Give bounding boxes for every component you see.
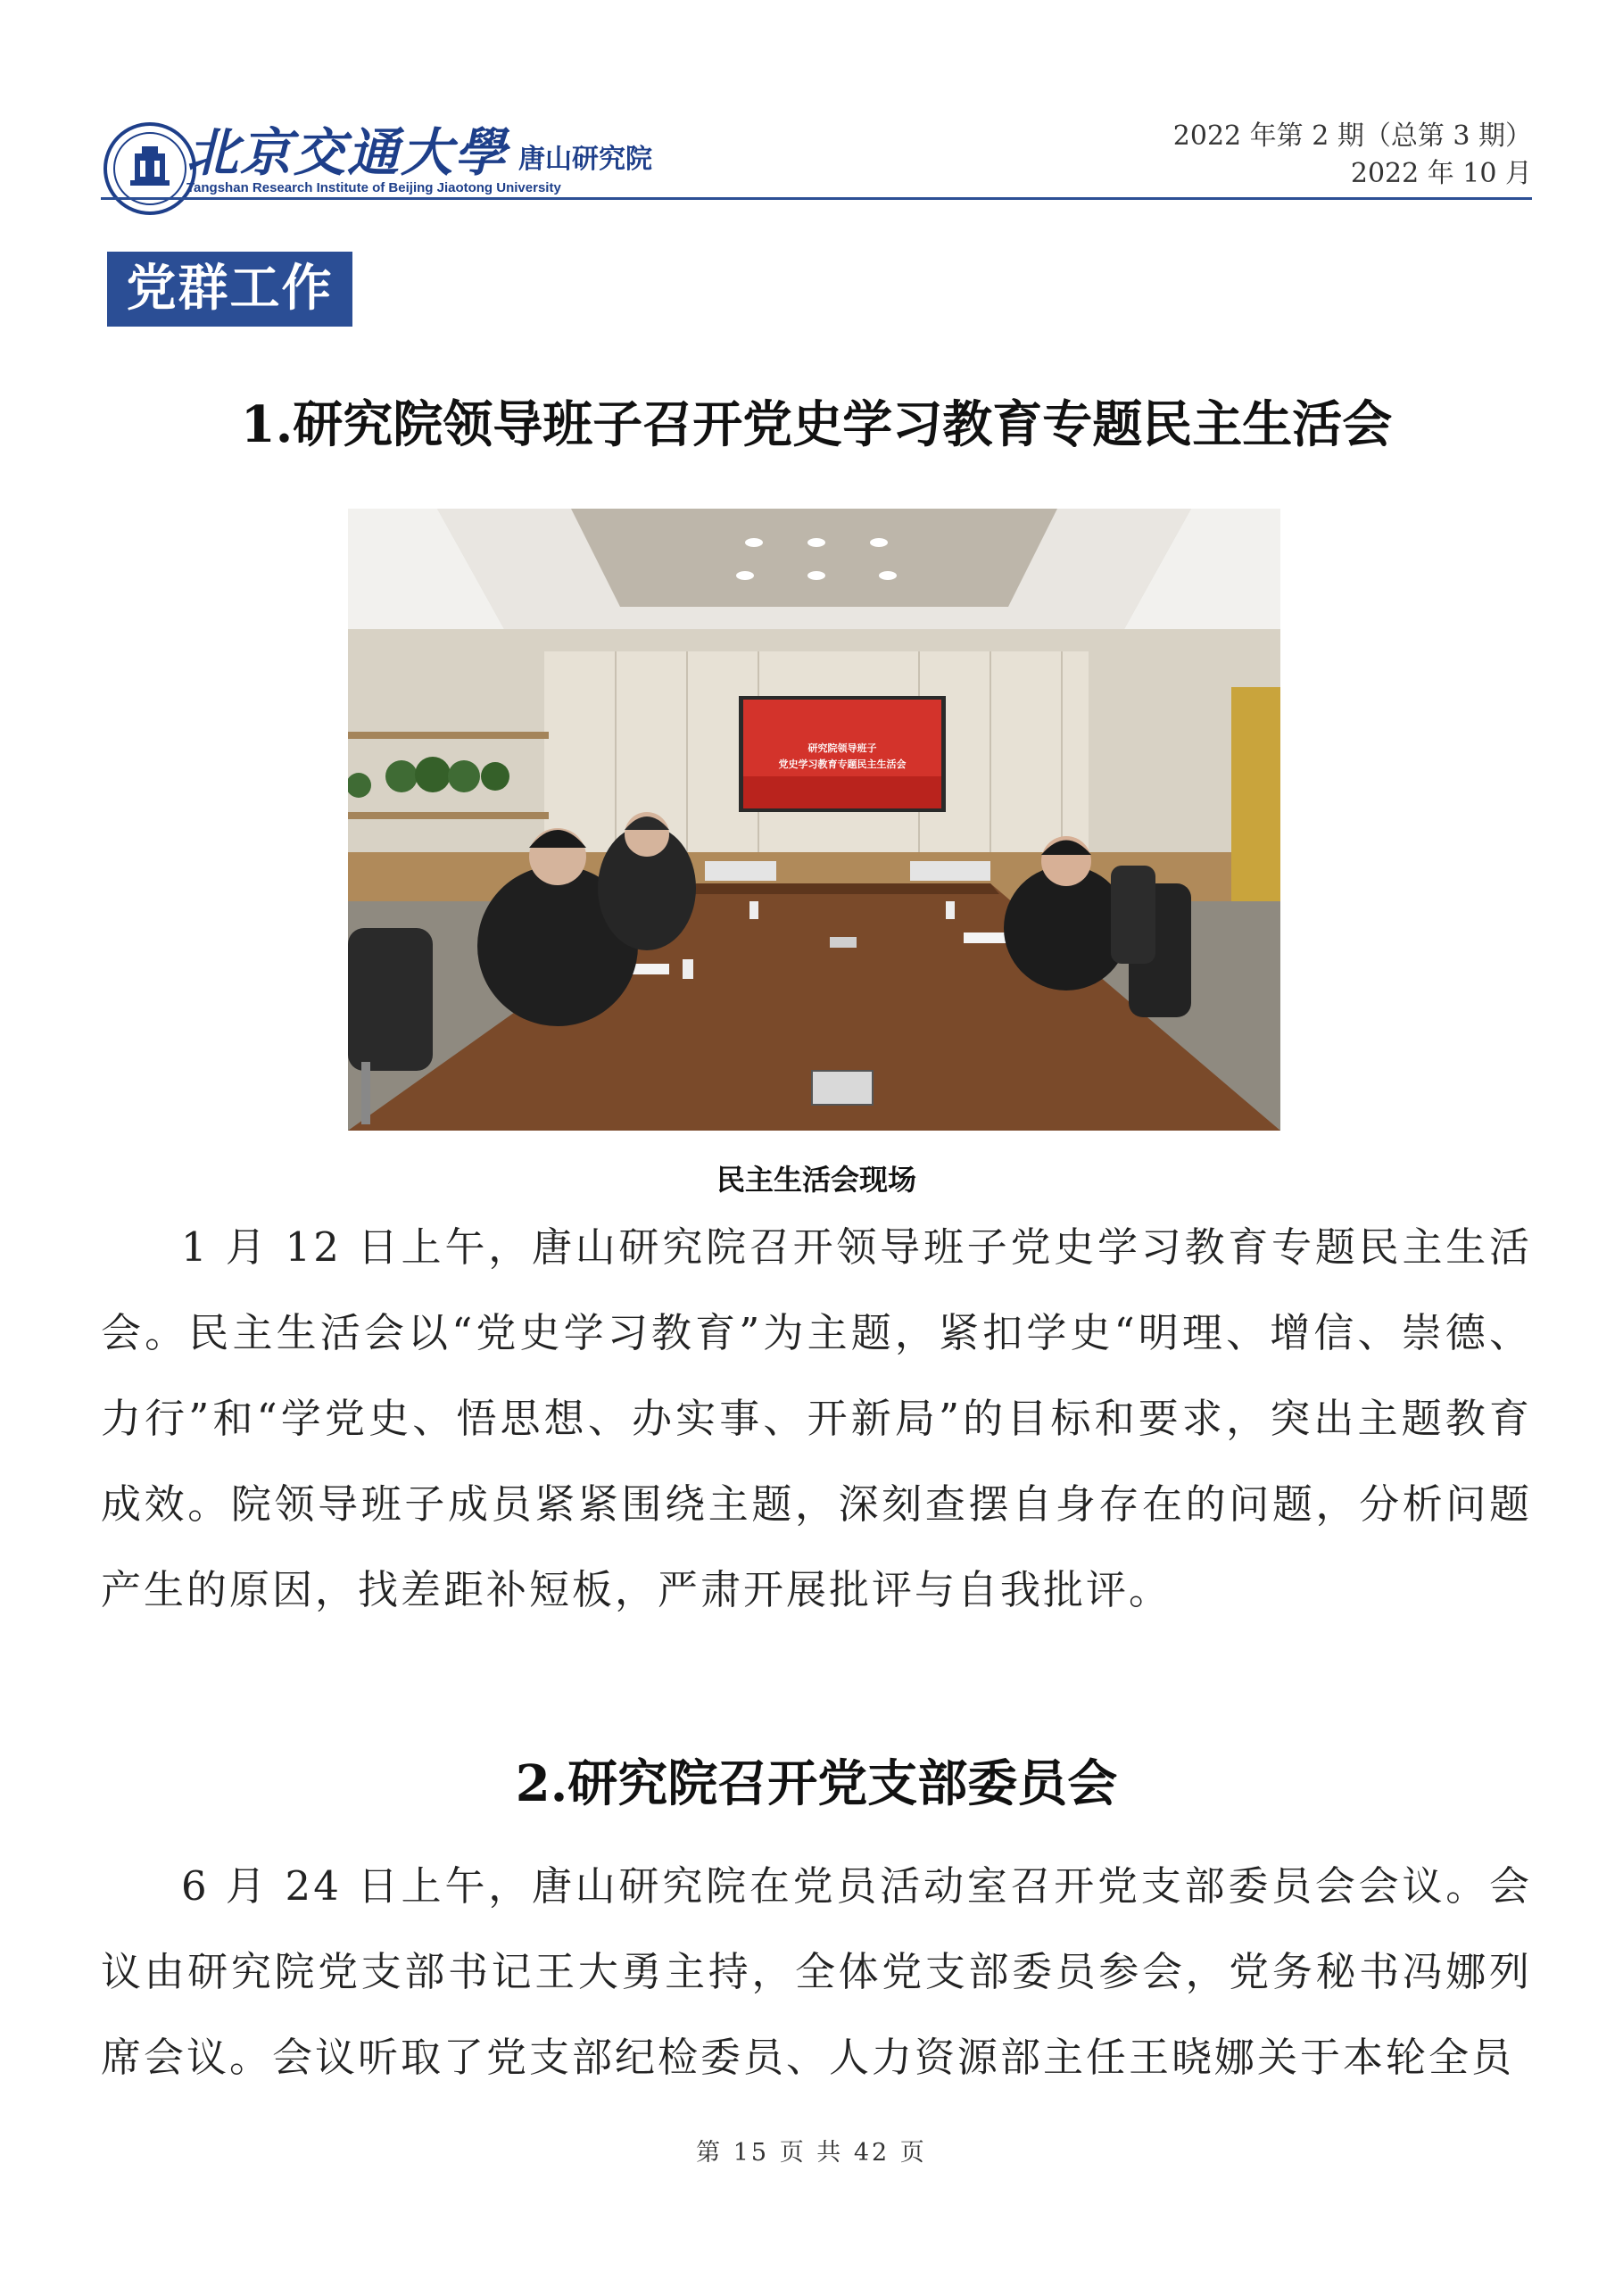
photo-caption: 民主生活会现场 bbox=[716, 1163, 916, 1197]
university-seal-icon bbox=[101, 120, 199, 218]
issue-date: 2022 年 10 月 bbox=[1350, 158, 1532, 189]
issue-number: 2022 年第 2 期（总第 3 期） bbox=[1172, 120, 1532, 152]
brand-name bbox=[186, 116, 653, 183]
section-tag: 党群工作 bbox=[107, 252, 352, 327]
article1-title: 1.研究院领导班子召开党史学习教育专题民主生活会 bbox=[240, 395, 1393, 454]
page-number: 第 15 页 共 42 页 bbox=[696, 2139, 927, 2167]
article2-body: 6 月 24 日上午，唐山研究院在党员活动室召开党支部委员会会议。会议由研究院党支部书记王大勇主持，全体党支部委员参会，党务秘书冯娜列席会议。会议听取了党支部纪检委员、人力资源部主任王晓娜关于本轮全员 bbox=[101, 1862, 1532, 2081]
screen-text-line2: 党史学习教育专题民主生活会 bbox=[778, 758, 907, 770]
meeting-room-illustration bbox=[348, 509, 1280, 1131]
issue-info bbox=[1173, 118, 1532, 193]
page-header bbox=[101, 109, 1532, 198]
article1-body: 1 月 12 日上午，唐山研究院召开领导班子党史学习教育专题民主生活会。民主生活会以“党史学习教育”为主题，紧扣学史“明理、增信、崇德、力行”和“学党史、悟思想、办实事、开新局”的目标和要求，突出主题教育成效。院领导班子成员紧紧围绕主题，深刻查摆自身存在的问题，分析问题产生的原因，找差距补短板，严肃开展批评与自我批评。 bbox=[101, 1223, 1532, 1613]
screen-text-line1: 研究院领导班子 bbox=[807, 742, 877, 754]
brand-name-sub: 唐山研究院 bbox=[518, 144, 653, 175]
meeting-photo bbox=[348, 509, 1280, 1131]
brand-name-en: Tangshan Research Institute of Beijing Jiaotong University bbox=[186, 180, 561, 195]
article2-title: 2.研究院召开党支部委员会 bbox=[515, 1754, 1118, 1813]
brand-name-cn: 北京交通大學 bbox=[186, 122, 509, 183]
header-divider bbox=[101, 197, 1532, 200]
